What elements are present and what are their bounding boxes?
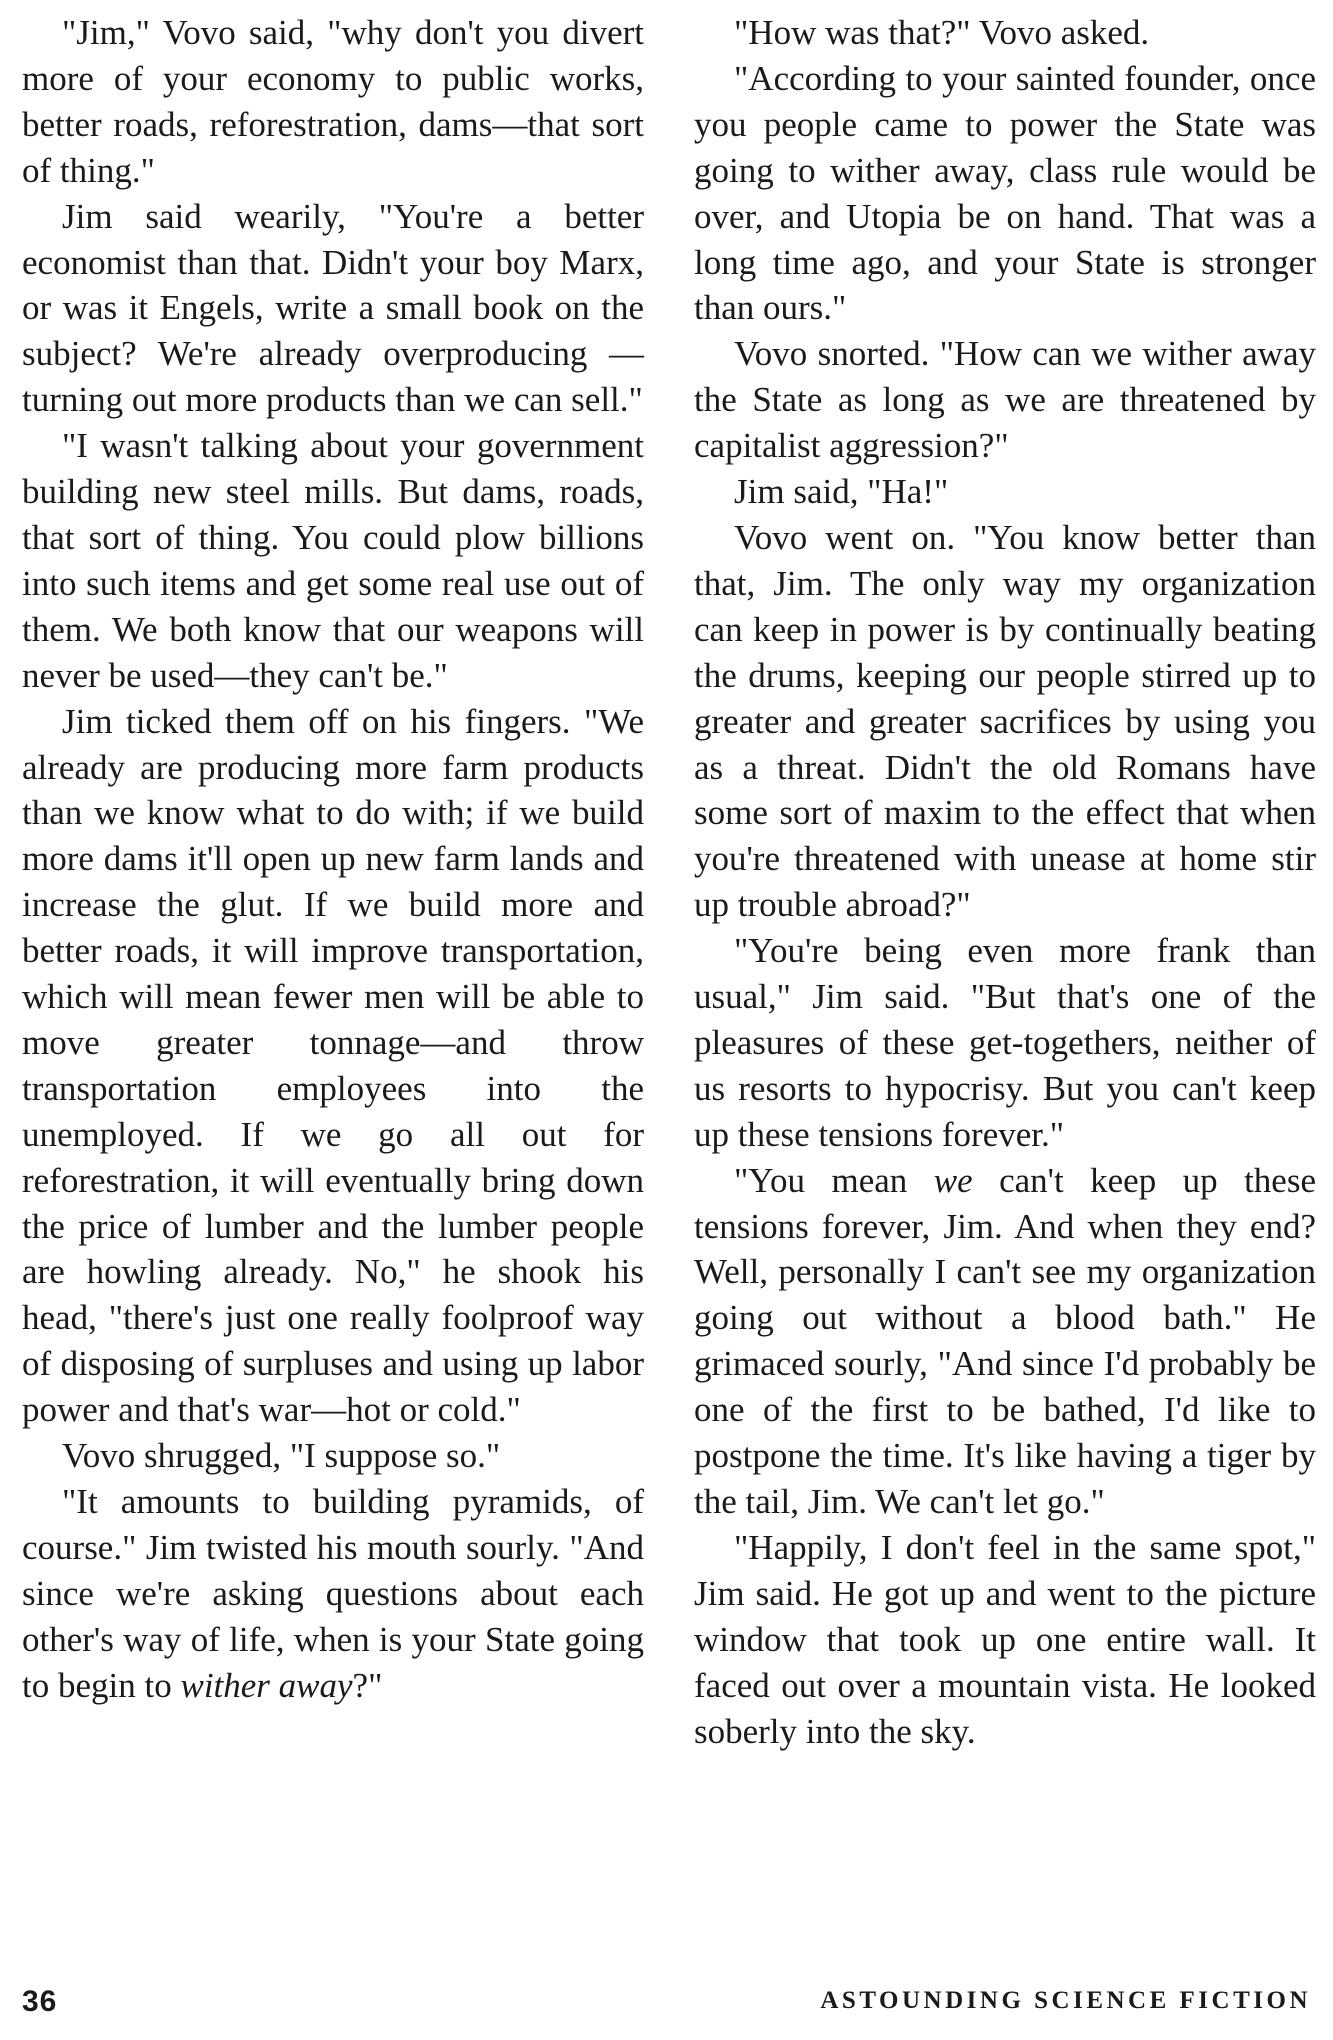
paragraph: "I wasn't talking about your government building new steel mills. But dams, roads, that sort of thing. You could plow billions into such items and get some real use out of them. We both know that our weapons will never be used—they can't be." — [22, 426, 644, 695]
paragraph: "You're being even more frank than usual," Jim said. "But that's one of the pleasures of these get-togethers, neither of us resorts to hypocrisy. But you can't keep up these tensions forever." — [694, 931, 1316, 1154]
paragraph: Vovo snorted. "How can we wither away the State as long as we are threatened by capitalist aggression?" — [694, 334, 1316, 466]
italic-phrase: wither away — [180, 1665, 353, 1705]
right-text-column — [694, 10, 1316, 1754]
paragraph: Jim ticked them off on his fingers. "We already are producing more farm products than we know what to do with; if we build more dams it'll open up new farm lands and increase the glut. If we build more and better roads, it will improve transportation, which will mean fewer men will be able to move greater tonnage—and throw transportation employees into the unemployed. If we go all out for reforestration, it will eventually bring down the price of lumber and the lumber people are howling already. No," he shook his head, "there's just one really foolproof way of disposing of surpluses and using up labor power and that's war—hot or cold." — [22, 701, 644, 1430]
running-footer-title: ASTOUNDING SCIENCE FICTION — [820, 1987, 1311, 2014]
text-run: ?" — [352, 1665, 383, 1705]
text-run: "It amounts to building pyramids, of course." Jim twisted his mouth sourly. "And since we're asking questions about each other's way of life, when is your State going to begin to — [22, 1482, 644, 1705]
paragraph: "Jim," Vovo said, "why don't you divert more of your economy to public works, better roads, reforestration, dams—that sort of thing." — [22, 13, 644, 190]
page-number: 36 — [22, 1985, 58, 2018]
paragraph: Jim said, "Ha!" — [734, 472, 949, 512]
paragraph: "According to your sainted founder, once you people came to power the State was going to wither away, class rule would be over, and Utopia be on hand. That was a long time ago, and your State is stronger than ours." — [694, 58, 1316, 328]
paragraph-with-italic — [694, 1158, 1316, 1525]
italic-word: we — [933, 1160, 973, 1200]
paragraph-with-italic — [22, 1479, 644, 1709]
paragraph: "How was that?" Vovo asked. — [734, 13, 1150, 52]
text-run: "You mean — [734, 1160, 934, 1200]
paragraph: Vovo went on. "You know better than that, Jim. The only way my organization can keep in power is by continually beating the drums, keeping our people stirred up to greater and greater sacrifices by using you as a threat. Didn't the old Romans have some sort of maxim to the effect that when you're threatened with unease at home stir up trouble abroad?" — [694, 517, 1316, 925]
text-run: can't keep up these tensions forever, Jim. And when they end? Well, personally I can't see my organization going out without a blood bath." He grimaced sourly, "And since I'd probably be one of the first to be bathed, I'd like to postpone the time. It's like having a tiger by the tail, Jim. We can't let go." — [694, 1160, 1316, 1521]
paragraph: Jim said wearily, "You're a better economist than that. Didn't your boy Marx, or was it Engels, write a small book on the subject? We're already overproducing — turning out more products than we can sell." — [22, 196, 644, 420]
paragraph: "Happily, I don't feel in the same spot," Jim said. He got up and went to the picture window that took up one entire wall. It faced out over a mountain vista. He looked soberly into the sky. — [694, 1527, 1316, 1751]
left-text-column — [22, 10, 644, 1709]
paragraph: Vovo shrugged, "I suppose so." — [62, 1436, 501, 1476]
